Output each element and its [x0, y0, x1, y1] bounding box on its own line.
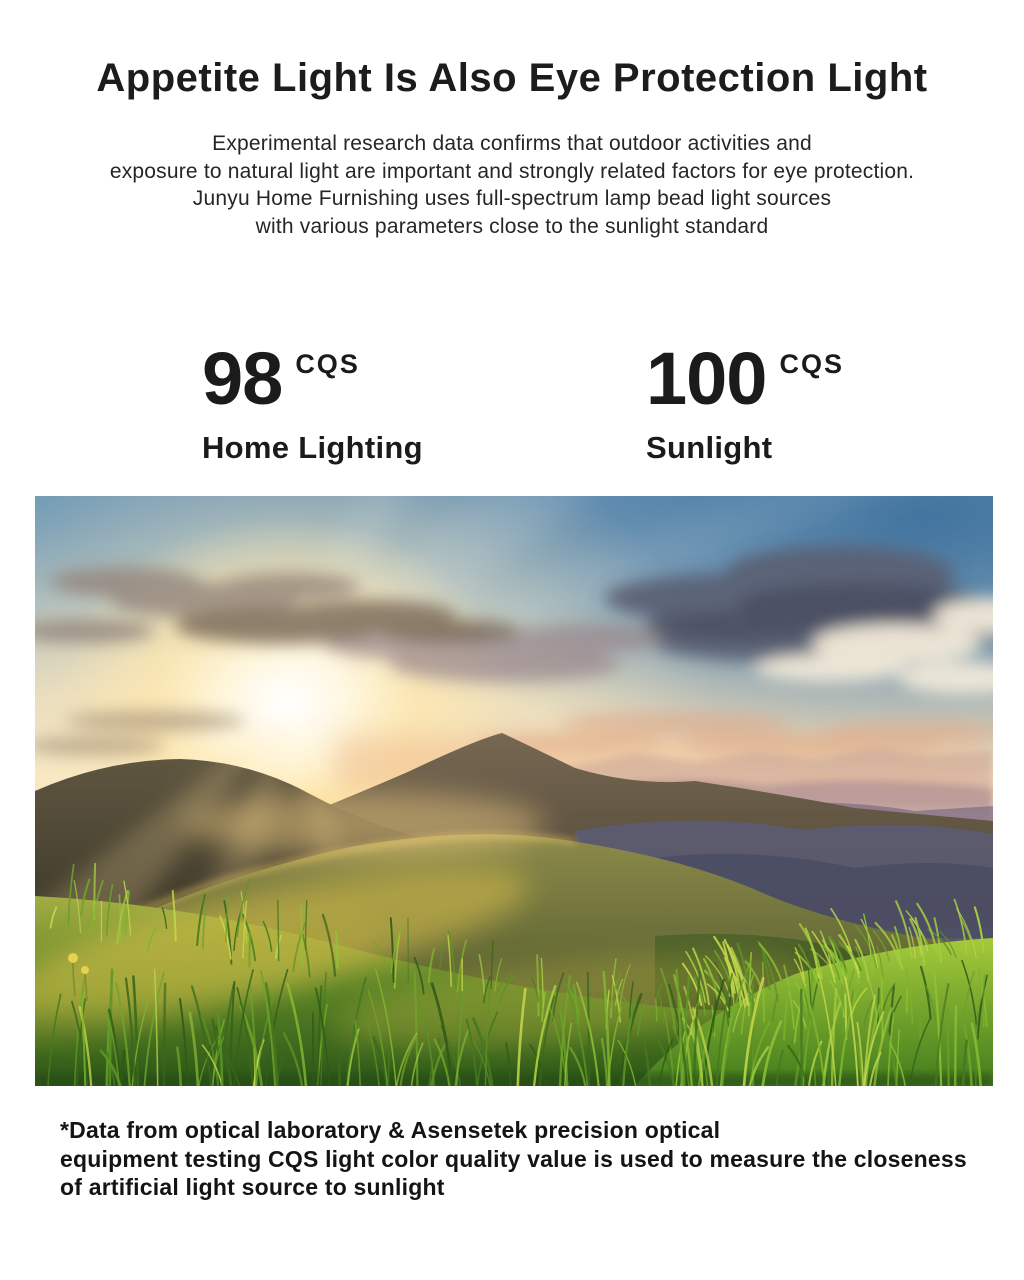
- intro-line: with various parameters close to the sunlight standard: [255, 214, 769, 238]
- stat-unit: CQS: [295, 349, 360, 379]
- stat-value: 100: [646, 337, 767, 420]
- intro-line: Junyu Home Furnishing uses full-spectrum lamp bead light sources: [192, 187, 832, 210]
- stat-unit: CQS: [779, 349, 844, 379]
- footnote-line: equipment testing CQS light color quality value is used to measure the closeness: [60, 1145, 967, 1172]
- stat-home-lighting: [202, 337, 423, 466]
- landscape-svg: [35, 496, 993, 1086]
- footnote-line: of artificial light source to sunlight: [60, 1174, 445, 1200]
- stat-label: Sunlight: [646, 430, 773, 466]
- stat-sunlight: [646, 337, 844, 466]
- stat-value: 98: [202, 337, 283, 420]
- page-title: Appetite Light Is Also Eye Protection Light: [96, 56, 928, 100]
- footnote: [60, 1116, 980, 1202]
- stat-label: Home Lighting: [202, 430, 423, 466]
- stats-row: [0, 337, 1024, 474]
- intro-line: exposure to natural light are important and strongly related factors for eye protection.: [109, 159, 915, 183]
- intro-line: Experimental research data confirms that outdoor activities and: [212, 132, 812, 155]
- footnote-line: *Data from optical laboratory & Asensetek precision optical: [60, 1117, 721, 1143]
- intro-text: [0, 130, 1024, 240]
- landscape-photo: [35, 496, 993, 1086]
